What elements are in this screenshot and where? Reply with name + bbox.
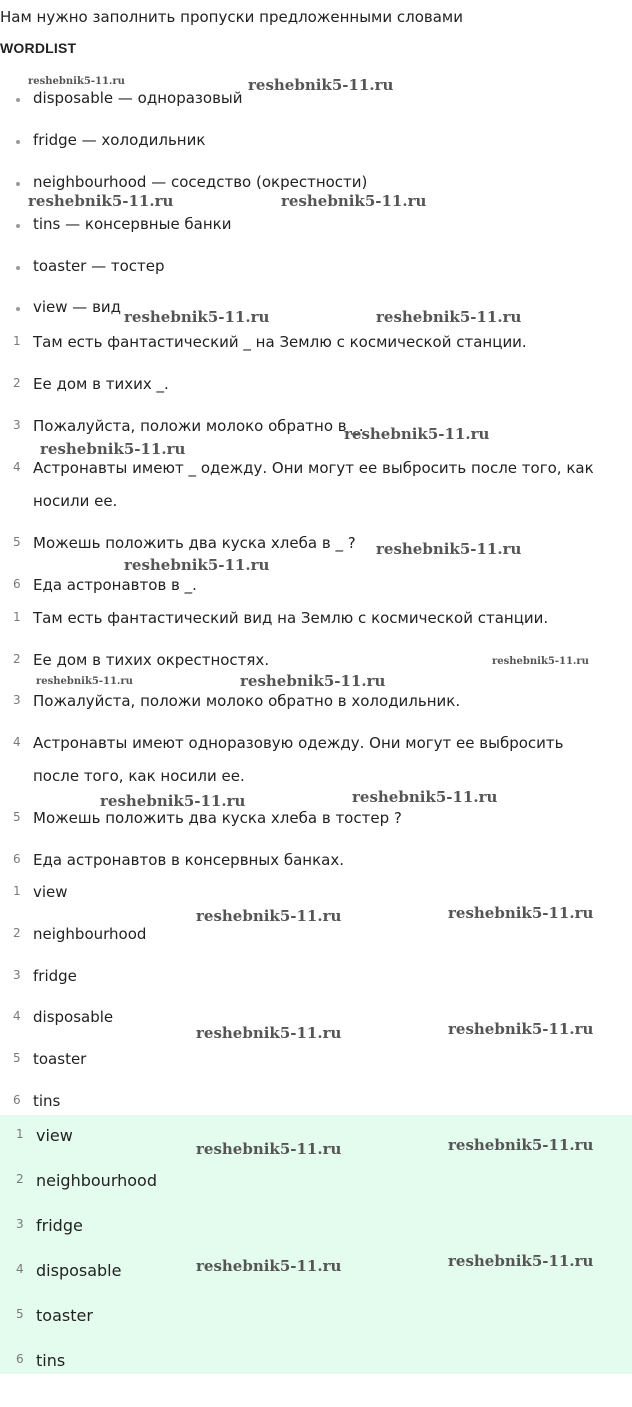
watermark: reshebnik5-11.ru — [248, 76, 394, 94]
watermark: reshebnik5-11.ru — [196, 1140, 342, 1158]
bullet-dot-icon — [16, 224, 20, 228]
item-number: 2 — [13, 926, 21, 940]
task-text: Пожалуйста, положи молоко обратно в _. — [33, 417, 364, 435]
answer-text: fridge — [33, 967, 77, 985]
watermark: reshebnik5-11.ru — [376, 308, 522, 326]
item-number: 4 — [13, 735, 21, 749]
watermark: reshebnik5-11.ru — [448, 1136, 594, 1154]
answer-text: view — [33, 883, 68, 901]
watermark: reshebnik5-11.ru — [196, 1257, 342, 1275]
highlighted-answer-text: toaster — [36, 1306, 93, 1325]
translation-text: Ее дом в тихих окрестностях. — [33, 651, 270, 669]
bullet-dot-icon — [16, 307, 20, 311]
item-number: 1 — [13, 884, 21, 898]
translation-text: Там есть фантастический вид на Землю с космической станции. — [33, 609, 549, 627]
item-number: 5 — [13, 810, 21, 824]
wordlist-item — [0, 257, 620, 279]
item-number: 4 — [16, 1262, 24, 1276]
highlighted-answer-text: view — [36, 1126, 73, 1145]
item-number: 2 — [13, 652, 21, 666]
watermark: reshebnik5-11.ru — [36, 676, 133, 687]
item-number: 6 — [13, 577, 21, 591]
item-number: 6 — [13, 1093, 21, 1107]
watermark: reshebnik5-11.ru — [492, 656, 589, 667]
wordlist-item-text: toaster — тостер — [33, 257, 165, 275]
watermark: reshebnik5-11.ru — [240, 672, 386, 690]
item-number: 3 — [13, 693, 21, 707]
watermark: reshebnik5-11.ru — [40, 440, 186, 458]
wordlist-item-text: neighbourhood — соседство (окрестности) — [33, 173, 368, 191]
task-text: Астронавты имеют _ одежду. Они могут ее выбросить после того, как носили ее. — [33, 459, 594, 510]
task-text: Можешь положить два куска хлеба в _ ? — [33, 534, 356, 552]
item-number: 5 — [16, 1307, 24, 1321]
wordlist-item — [0, 215, 620, 237]
item-number: 5 — [13, 1051, 21, 1065]
translation-text: Астронавты имеют одноразовую одежду. Они могут ее выбросить после того, как носили ее. — [33, 734, 564, 785]
answer-text: toaster — [33, 1050, 87, 1068]
watermark: reshebnik5-11.ru — [344, 425, 490, 443]
item-number: 3 — [16, 1217, 24, 1231]
highlighted-answer-text: fridge — [36, 1216, 83, 1235]
highlighted-answer-text: neighbourhood — [36, 1171, 157, 1190]
answer-text: neighbourhood — [33, 925, 147, 943]
watermark: reshebnik5-11.ru — [352, 788, 498, 806]
wordlist-item — [0, 298, 620, 320]
watermark: reshebnik5-11.ru — [281, 192, 427, 210]
wordlist-item-text: tins — консервные банки — [33, 215, 232, 233]
item-number: 1 — [16, 1127, 24, 1141]
translation-text: Можешь положить два куска хлеба в тостер ? — [33, 809, 402, 827]
watermark: reshebnik5-11.ru — [100, 792, 246, 810]
watermark: reshebnik5-11.ru — [448, 904, 594, 922]
translation-text: Пожалуйста, положи молоко обратно в холодильник. — [33, 692, 461, 710]
wordlist-item-text: view — вид — [33, 298, 122, 316]
wordlist-item-text: disposable — одноразовый — [33, 89, 243, 107]
task-text: Там есть фантастический _ на Землю с космической станции. — [33, 333, 527, 351]
watermark: reshebnik5-11.ru — [28, 76, 125, 87]
watermark: reshebnik5-11.ru — [448, 1020, 594, 1038]
item-number: 2 — [16, 1172, 24, 1186]
watermark: reshebnik5-11.ru — [376, 540, 522, 558]
bullet-dot-icon — [16, 140, 20, 144]
watermark: reshebnik5-11.ru — [124, 308, 270, 326]
item-number: 6 — [16, 1352, 24, 1366]
item-number: 1 — [13, 334, 21, 348]
bullet-dot-icon — [16, 266, 20, 270]
watermark: reshebnik5-11.ru — [28, 192, 174, 210]
highlighted-answer-text: disposable — [36, 1261, 122, 1280]
wordlist-item — [0, 131, 620, 153]
task-text: Еда астронавтов в _. — [33, 576, 197, 594]
item-number: 3 — [13, 418, 21, 432]
watermark: reshebnik5-11.ru — [196, 1024, 342, 1042]
wordlist-item-text: fridge — холодильник — [33, 131, 206, 149]
wordlist-title: WORDLIST — [0, 40, 77, 56]
bullet-dot-icon — [16, 182, 20, 186]
watermark: reshebnik5-11.ru — [124, 556, 270, 574]
translation-text: Еда астронавтов в консервных банках. — [33, 851, 344, 869]
intro-text: Нам нужно заполнить пропуски предложенными словами — [0, 8, 463, 26]
highlighted-answer-text: tins — [36, 1351, 66, 1370]
item-number: 1 — [13, 610, 21, 624]
task-text: Ее дом в тихих _. — [33, 375, 169, 393]
bullet-dot-icon — [16, 98, 20, 102]
item-number: 5 — [13, 535, 21, 549]
watermark: reshebnik5-11.ru — [448, 1252, 594, 1270]
item-number: 4 — [13, 460, 21, 474]
item-number: 4 — [13, 1009, 21, 1023]
watermark: reshebnik5-11.ru — [196, 907, 342, 925]
answer-text: disposable — [33, 1008, 114, 1026]
answer-text: tins — [33, 1092, 61, 1110]
item-number: 3 — [13, 968, 21, 982]
item-number: 2 — [13, 376, 21, 390]
item-number: 6 — [13, 852, 21, 866]
